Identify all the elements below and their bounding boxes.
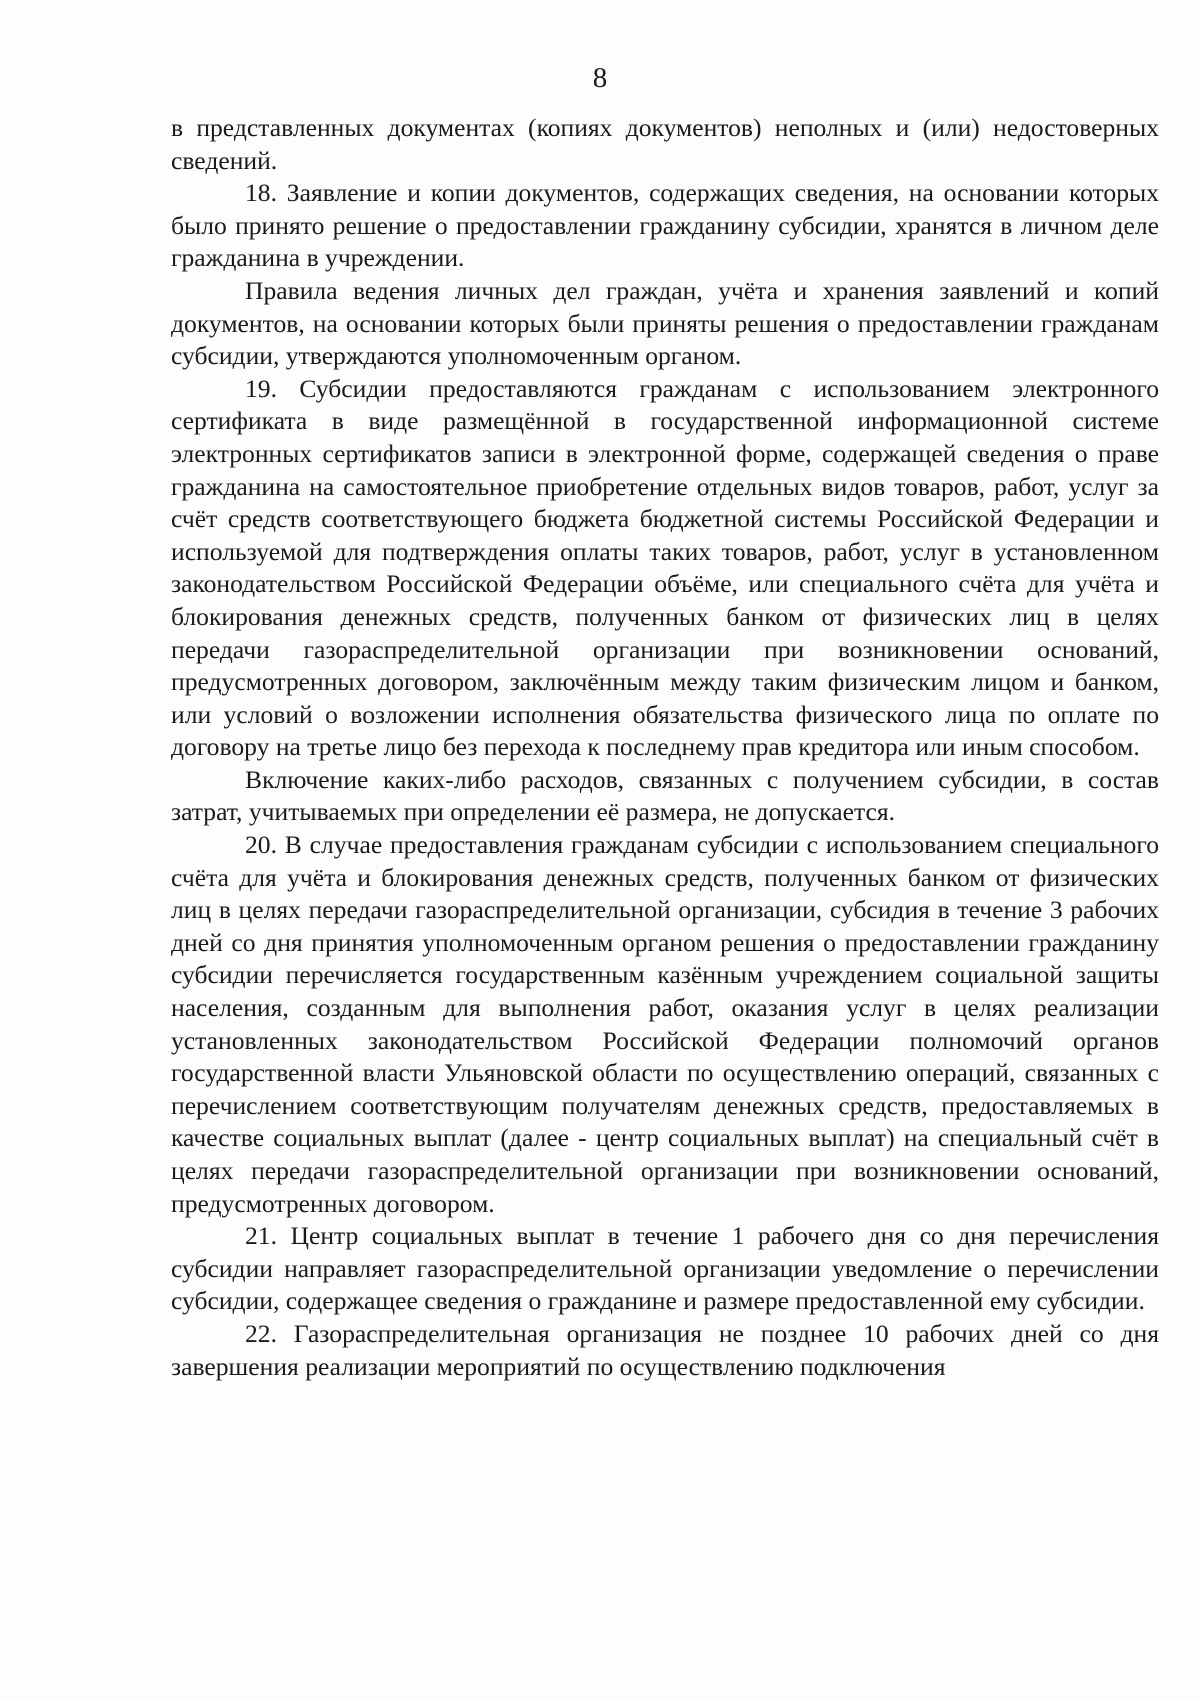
page-number: 8 bbox=[592, 62, 608, 94]
paragraph: 21. Центр социальных выплат в течение 1 рабочего дня со дня перечисления субсидии направляет газораспределительной организации уведомление о перечислении субсидии, содержащее сведения о гражданине и размере предоставленной ему субсидии. bbox=[171, 1221, 1159, 1316]
paragraph: 20. В случае предоставления гражданам субсидии с использованием специального счёта для учёта и блокирования денежных средств, полученных банком от физических лиц в целях передачи газораспределительной организации, субсидия в течение 3 рабочих дней со дня принятия уполномоченным органом решения о предоставлении гражданину субсидии перечисляется государственным казённым учреждением социальной защиты населения, созданным для выполнения работ, оказания услуг в целях реализации установленных законодательством Российской Федерации полномочий органов государственной власти Ульяновской области по осуществлению операций, связанных с перечислением соответствующим получателям денежных средств, предоставляемых в качестве социальных выплат (далее - центр социальных выплат) на специальный счёт в целях передачи газораспределительной организации при возникновении оснований, предусмотренных договором. bbox=[171, 830, 1159, 1218]
document-body bbox=[171, 112, 1159, 1383]
paragraph: 18. Заявление и копии документов, содержащих сведения, на основании которых было принято решение о предоставлении гражданину субсидии, хранятся в личном деле гражданина в учреждении. bbox=[171, 178, 1159, 273]
paragraph: Включение каких-либо расходов, связанных с получением субсидии, в состав затрат, учитываемых при определении её размера, не допускается. bbox=[171, 764, 1159, 827]
paragraph: 22. Газораспределительная организация не позднее 10 рабочих дней со дня завершения реализации мероприятий по осуществлению подключения bbox=[171, 1318, 1159, 1381]
paragraph: в представленных документах (копиях документов) неполных и (или) недостоверных сведений. bbox=[171, 113, 1159, 175]
paragraph: Правила ведения личных дел граждан, учёта и хранения заявлений и копий документов, на основании которых были приняты решения о предоставлении гражданам субсидии, утверждаются уполномоченным органом. bbox=[171, 275, 1159, 371]
paragraph: 19. Субсидии предоставляются гражданам с использованием электронного сертификата в виде размещённой в государственной информационной системе электронных сертификатов записи в электронной форме, содержащей сведения о праве гражданина на самостоятельное приобретение отдельных видов товаров, работ, услуг за счёт средств соответствующего бюджета бюджетной системы Российской Федерации и используемой для подтверждения оплаты таких товаров, работ, услуг в установленном законодательством Российской Федерации объёме, или специального счёта для учёта и блокирования денежных средств, полученных банком от физических лиц в целях передачи газораспределительной организации при возникновении оснований, предусмотренных договором, заключённым между таким физическим лицом и банком, или условий о возложении исполнения обязательства физического лица по оплате по договору на третье лицо без перехода к последнему прав кредитора или иным способом. bbox=[171, 373, 1159, 762]
